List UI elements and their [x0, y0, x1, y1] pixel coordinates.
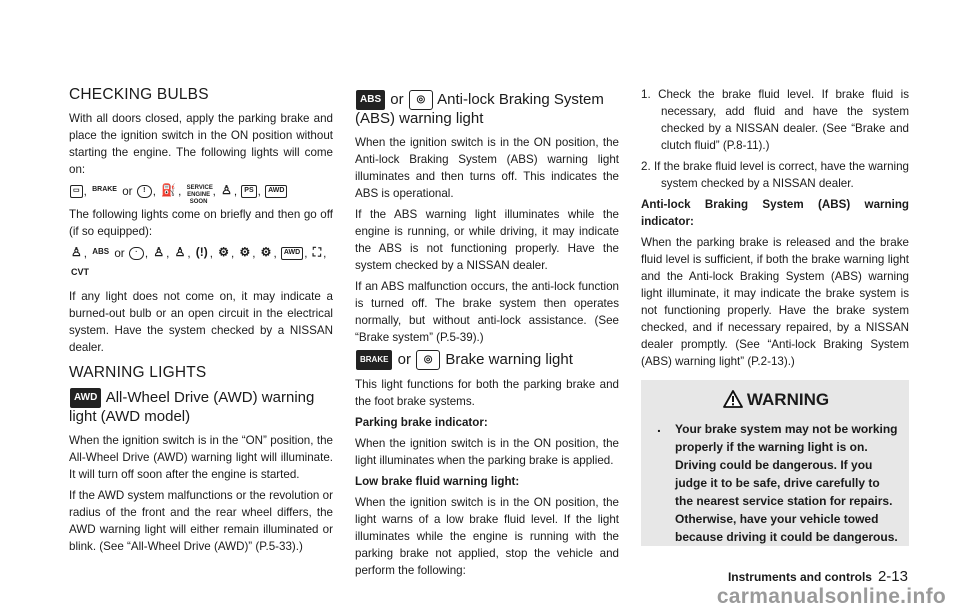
- brake-steps-list: [641, 86, 909, 192]
- service-engine-soon-icon: SERVICE ENGINE SOON: [186, 185, 213, 206]
- warning-triangle-icon: [723, 390, 743, 408]
- page-number: 2-13: [877, 568, 908, 585]
- brake-heading-text: Brake warning light: [445, 350, 573, 368]
- warning-lights-title: WARNING LIGHTS: [69, 364, 207, 381]
- page-footer: [728, 568, 908, 585]
- or-text: or: [122, 185, 133, 198]
- oil-icon: ⛽: [161, 183, 177, 198]
- brake-circle-icon: !: [137, 185, 152, 198]
- icon-row-1: ▭ , BRAKE or ! , ⛽ , SERVICE ENGINE SOON, ♙ , PS , AWD: [69, 182, 333, 202]
- column-2: [355, 86, 619, 583]
- cvt-icon: CVT: [71, 267, 89, 278]
- seatbelt-icon-2: ♙: [174, 245, 186, 260]
- icon-row-2: ♙ , ABS or · , ♙ , ♙ , (!) , ⚙ , ⚙ , ⚙ , AWD , ⛶ , CVT: [69, 244, 333, 284]
- warning-list: [653, 420, 899, 546]
- engine-icon: ⚙: [260, 245, 272, 260]
- seatbelt-icon: ♙: [221, 183, 232, 198]
- column-3: [641, 86, 909, 546]
- awd-paragraph-1: When the ignition switch is in the “ON” position, the All-Wheel Drive (AWD) warning light will illuminate. It will turn off soon after the engine is started.: [69, 434, 333, 481]
- awd-icon-2: AWD: [281, 247, 303, 260]
- low-fluid-paragraph: When the ignition switch is in the ON position, the light warns of a low brake fluid level. If the light illuminates while the engine is running with the parking brake not applied, stop the vehicle and perform the following:: [355, 496, 619, 577]
- power-steering-icon: PS: [241, 185, 256, 198]
- awd-badge-icon: AWD: [70, 388, 101, 408]
- or-text-2: or: [114, 247, 125, 260]
- awd-heading-text: All-Wheel Drive (AWD) warning light (AWD model): [69, 388, 315, 425]
- abs-text-icon: ABS: [92, 247, 110, 257]
- checking-bulbs-title: CHECKING BULBS: [69, 86, 209, 103]
- battery-icon: ▭: [70, 185, 83, 198]
- abs-circle-badge-icon: ◎: [409, 90, 433, 110]
- column-1: [69, 86, 333, 559]
- warning-heading: [653, 390, 899, 410]
- vdc-icon: ⚙: [218, 245, 229, 260]
- airbag-icon: ♙: [71, 245, 82, 260]
- awd-heading: [69, 388, 333, 426]
- awd-paragraph-2: If the AWD system malfunctions or the revolution or radius of the front and the rear wheel differs, the AWD warning light will either remain illuminated or blink. (See “All-Wheel Drive (AWD)” (P.5-33).): [69, 489, 333, 553]
- brake-text-icon: BRAKE: [92, 186, 117, 194]
- tpms-icon: (!): [195, 245, 208, 260]
- abs-indicator-paragraph: When the parking brake is released and the brake fluid level is sufficient, if both the brake warning light and the Anti-lock Braking System (ABS) warning light illuminate, it may indicate the brake system is not functioning properly. Have the brake system checked, and if necessary repaired, by a NISSAN dealer promptly. (See “Anti-lock Braking System (ABS) warning light” (P.2-13).): [641, 236, 909, 368]
- checking-bulbs-intro: With all doors closed, apply the parking brake and place the ignition switch in the ON position without starting the engine. The following lights will come on:: [69, 112, 333, 176]
- watermark: carmanualsonline.info: [716, 585, 946, 608]
- vdc-off-icon: ⚙: [239, 245, 251, 260]
- hill-icon: ⛶: [312, 245, 322, 260]
- checking-bulbs-brief: The following lights come on briefly and then go off (if so equipped):: [69, 208, 333, 238]
- abs-paragraph-3: If an ABS malfunction occurs, the anti-lock function is turned off. The brake system then operates normally, but without anti-lock assistance. (See “Brake system” (P.5-39).): [355, 280, 619, 344]
- brake-or-text: or: [397, 350, 411, 368]
- abs-heading-text: Anti-lock Braking System (ABS) warning light: [355, 90, 604, 127]
- passenger-airbag-icon: ♙: [153, 245, 165, 260]
- brake-badge-icon: BRAKE: [356, 350, 392, 370]
- brake-heading: [355, 350, 619, 370]
- checking-bulbs-note: If any light does not come on, it may indicate a burned-out bulb or an open circuit in the electrical system. Have the system checked by a NISSAN dealer.: [69, 290, 333, 354]
- warning-item: . Your brake system may not be working properly if the warning light is on. Driving could be dangerous. If you judge it to be safe, drive carefully to the nearest service station for repairs. Otherwise, have your vehicle towed because driving it could be dangerous.: [653, 420, 899, 546]
- low-fluid-heading: Low brake fluid warning light:: [355, 475, 520, 488]
- abs-circle-icon: ·: [129, 247, 144, 260]
- parking-brake-heading: Parking brake indicator:: [355, 416, 488, 429]
- abs-paragraph-1: When the ignition switch is in the ON position, the Anti-lock Braking System (ABS) warning light illuminates and then turns off. This indicates the ABS is operational.: [355, 136, 619, 200]
- brake-paragraph-1: This light functions for both the parking brake and the foot brake systems.: [355, 378, 619, 408]
- abs-indicator-heading: Anti-lock Braking System (ABS) warning indicator:: [641, 198, 909, 228]
- warning-title: WARNING: [746, 390, 830, 409]
- awd-icon: AWD: [265, 185, 287, 198]
- abs-heading: [355, 90, 619, 128]
- list-item: 2. If the brake fluid level is correct, have the warning system checked by a NISSAN dealer.: [641, 160, 909, 190]
- brake-circle-badge-icon: ◎: [416, 350, 440, 370]
- warning-box: [641, 380, 909, 546]
- parking-brake-paragraph: When the ignition switch is in the ON position, the light illuminates when the parking brake is applied.: [355, 437, 619, 467]
- abs-paragraph-2: If the ABS warning light illuminates while the engine is running, or while driving, it may indicate the ABS is not functioning properly. Have the system checked by a NISSAN dealer.: [355, 208, 619, 272]
- abs-badge-icon: ABS: [356, 90, 385, 110]
- abs-or-text: or: [390, 90, 404, 108]
- list-item: 1. Check the brake fluid level. If brake fluid is necessary, add fluid and have the system checked by a NISSAN dealer. (See “Brake and clutch fluid” (P.8-11).): [641, 88, 909, 152]
- chapter-title: Instruments and controls: [727, 570, 872, 584]
